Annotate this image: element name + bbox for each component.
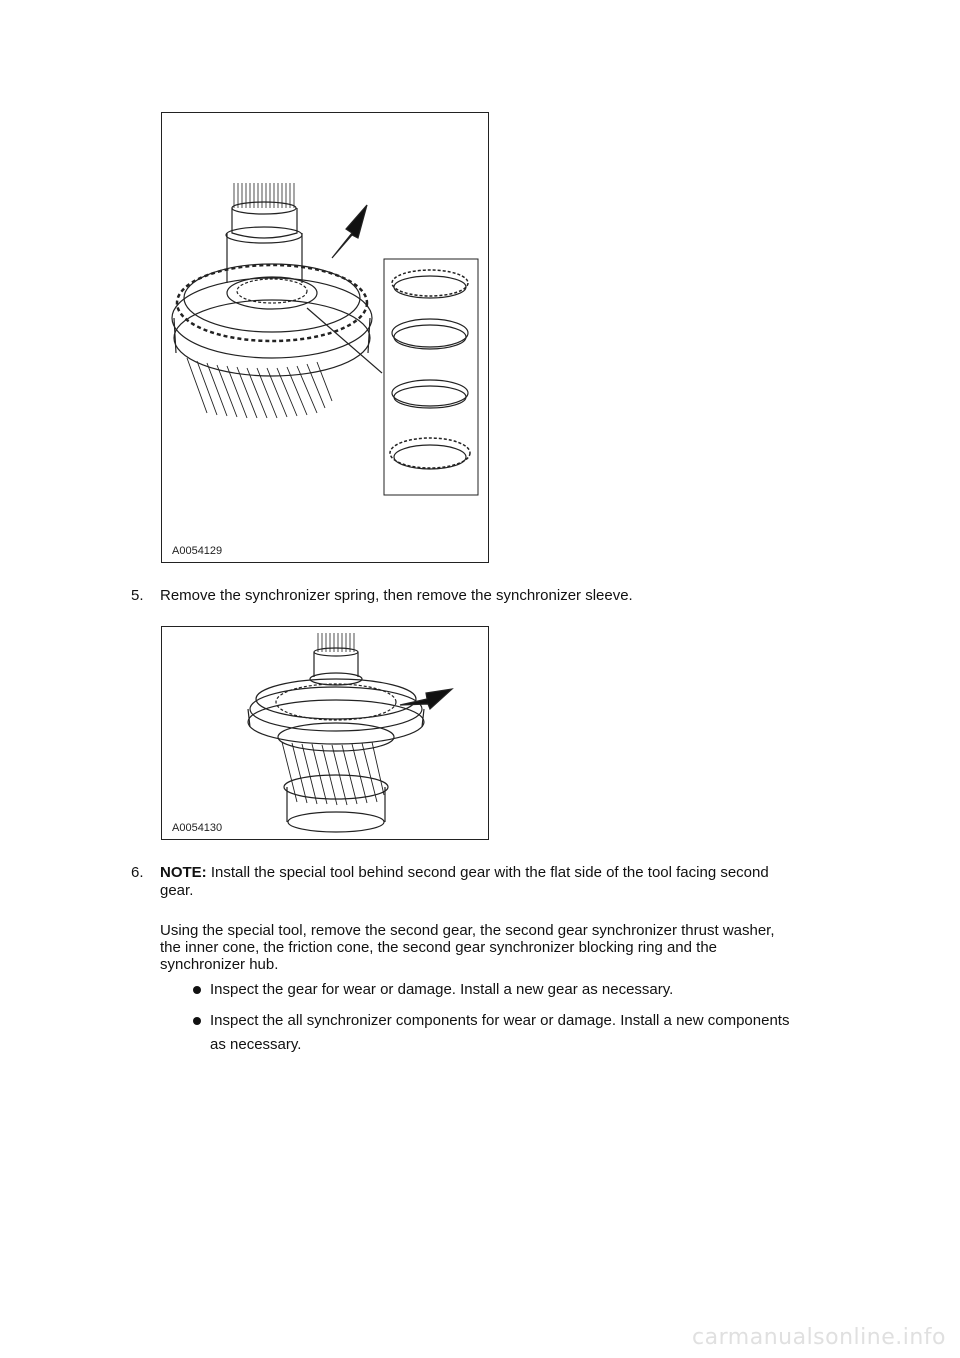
paragraph-line: Using the special tool, remove the second gear, the second gear synchronizer thrust washer, (160, 922, 775, 939)
bullet-text: Inspect the all synchronizer components for wear or damage. Install a new components (210, 1012, 790, 1029)
note-text: Install the special tool behind second gear with the flat side of the tool facing second (210, 864, 769, 881)
note-label: NOTE: (160, 864, 207, 881)
synchronizer-rings-illustration (162, 113, 488, 562)
step-paragraph (160, 922, 850, 973)
note-text-cont: gear. (160, 882, 194, 899)
paragraph-line: synchronizer hub. (160, 956, 279, 973)
bullet-item (193, 978, 853, 1002)
bullet-item (193, 1009, 853, 1057)
step-text: Remove the synchronizer spring, then remove the synchronizer sleeve. (160, 587, 633, 604)
paragraph-line: the inner cone, the friction cone, the second gear synchronizer blocking ring and the (160, 939, 718, 956)
bullet-dot (193, 1017, 201, 1025)
bullet-text: Inspect the gear for wear or damage. Install a new gear as necessary. (210, 981, 674, 998)
figure-id-label: A0054130 (172, 822, 223, 834)
step-number: 5. (131, 587, 144, 604)
bullet-text-cont: as necessary. (210, 1036, 302, 1053)
bullet-dot (193, 986, 201, 994)
step-number: 6. (131, 864, 144, 881)
step-5 (131, 587, 851, 607)
step-note (160, 864, 840, 900)
synchronizer-sleeve-illustration (162, 627, 488, 839)
figure-id-label: A0054129 (172, 545, 223, 557)
watermark: carmanualsonline.info (692, 1325, 946, 1350)
figure-synchronizer-sleeve (161, 626, 489, 840)
figure-synchronizer-assembly (161, 112, 489, 563)
